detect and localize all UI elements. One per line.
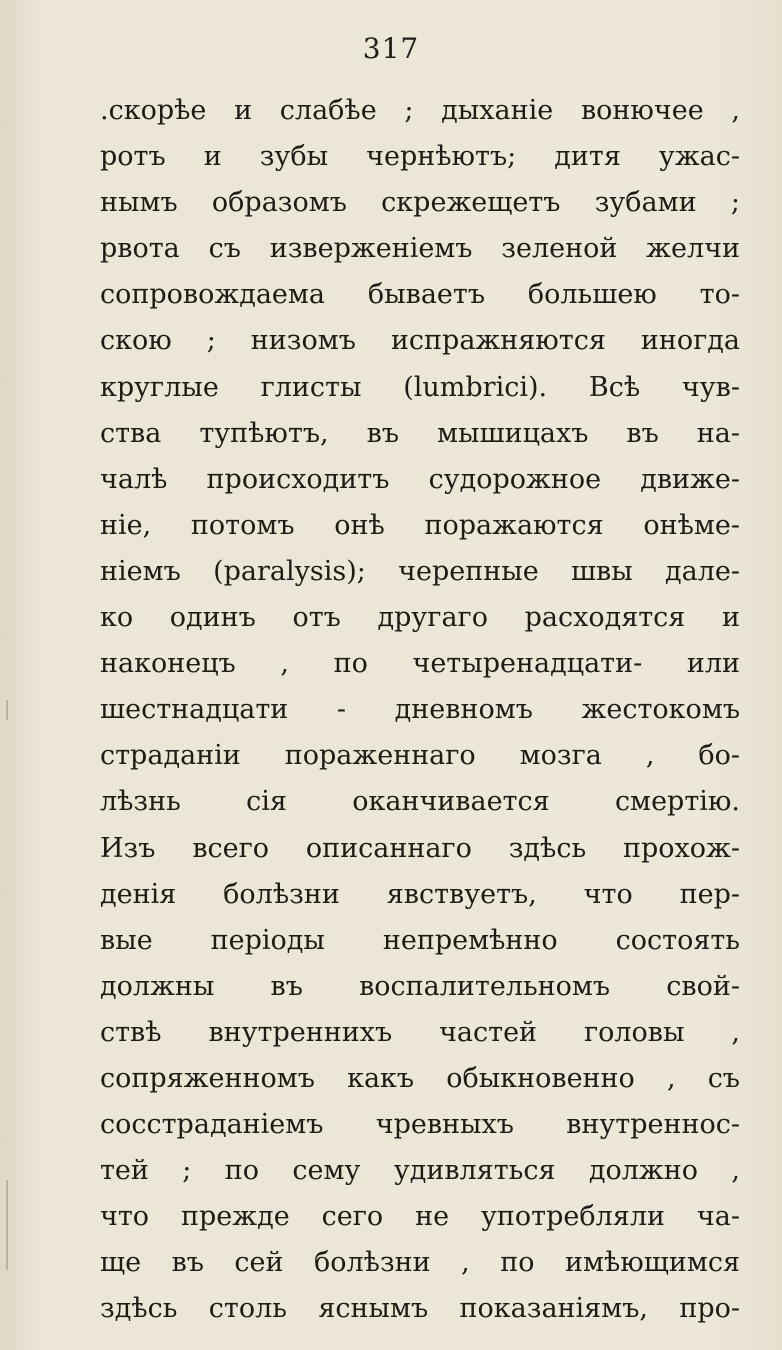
text-line: сопряженномъ какъ обыкновенно , съ — [100, 1062, 740, 1094]
text-line: шестнадцати - дневномъ жестокомъ — [100, 694, 740, 726]
page-edge-shadow — [6, 1180, 8, 1270]
text-line: ніемъ (paralysis); черепные швы дале- — [100, 555, 740, 587]
text-line: ствѣ внутреннихъ частей головы , — [100, 1016, 740, 1048]
text-line: .скорѣе и слабѣе ; дыханіе вонючее , — [100, 95, 740, 126]
text-line: ко одинъ отъ другаго расходятся и — [100, 602, 740, 634]
text-line: лѣзнь сія оканчивается смертію. — [100, 786, 740, 818]
text-line: должны въ воспалительномъ свой- — [100, 970, 740, 1002]
text-line: вые періоды непремѣнно состоять — [100, 924, 740, 956]
text-line: страданіи пораженнаго мозга , бо- — [100, 740, 740, 772]
text-line: чалѣ происходитъ судорожное движе- — [100, 463, 740, 495]
text-line: ніе, потомъ онѣ поражаются онѣме- — [100, 509, 740, 541]
text-line: рвота съ изверженіемъ зеленой желчи — [100, 233, 740, 265]
text-line: наконецъ , по четыренадцати- или — [100, 648, 740, 680]
text-line: скою ; низомъ испражняются иногда — [100, 325, 740, 357]
text-line: денія болѣзни явствуетъ, что пер- — [100, 878, 740, 910]
text-line: круглые глисты (lumbrici). Всѣ чув- — [100, 371, 740, 403]
page-edge-shadow — [6, 700, 8, 720]
page-number: 317 — [362, 32, 420, 65]
body-text — [100, 88, 740, 1333]
text-line: тей ; по сему удивляться должно , — [100, 1155, 740, 1187]
text-line: ще въ сей болѣзни , по имѣющимся — [100, 1247, 740, 1279]
text-line: сосстраданіемъ чревныхъ внутреннос- — [100, 1109, 740, 1141]
text-line: нымъ образомъ скрежещетъ зубами ; — [100, 187, 740, 219]
text-line: ства тупѣютъ, въ мышицахъ въ на- — [100, 417, 740, 449]
text-line: сопровождаема бываетъ большею то- — [100, 279, 740, 311]
text-line: ротъ и зубы чернѣютъ; дитя ужас- — [100, 141, 740, 173]
text-line: здѣсь столь яснымъ показаніямъ, про- — [100, 1293, 740, 1325]
text-line: Изъ всего описаннаго здѣсь прохож- — [100, 832, 740, 864]
text-line: что прежде сего не употребляли ча- — [100, 1201, 740, 1233]
